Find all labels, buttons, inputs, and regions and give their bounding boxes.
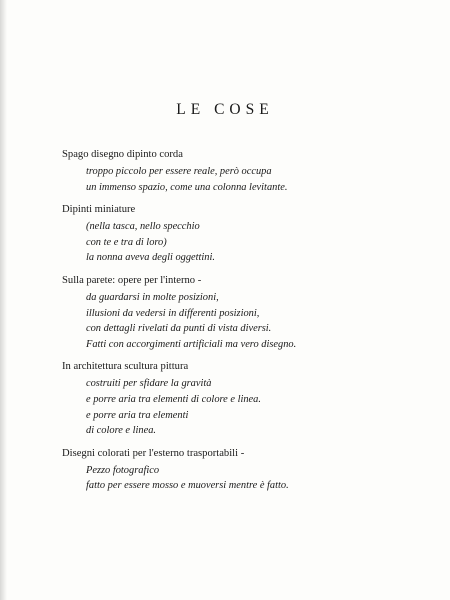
verse-line: un immenso spazio, come una colonna levitante.: [86, 181, 288, 193]
section-heading: Dipinti miniature: [62, 204, 136, 216]
poem-section: [62, 202, 432, 266]
verse-line: e porre aria tra elementi di colore e linea.: [86, 393, 261, 405]
verse-line: da guardarsi in molte posizioni,: [86, 291, 219, 303]
verse-line: di colore e linea.: [86, 425, 157, 437]
section-verse: [86, 290, 432, 352]
verse-line: (nella tasca, nello specchio: [86, 221, 200, 233]
section-heading: Sulla parete: opere per l'interno -: [62, 274, 202, 286]
section-heading: In architettura scultura pittura: [62, 361, 189, 373]
section-verse: [86, 463, 432, 494]
poem-section: [62, 359, 432, 438]
page-title: LE COSE: [176, 101, 274, 118]
verse-line: e porre aria tra elementi: [86, 409, 189, 421]
section-heading: Spago disegno dipinto corda: [62, 149, 183, 160]
poem-section: [62, 273, 432, 352]
page-gutter-shadow: [0, 0, 7, 600]
verse-line: con dettagli rivelati da punti di vista diversi.: [86, 323, 272, 335]
verse-line: la nonna aveva degli oggettini.: [86, 252, 215, 264]
verse-line: troppo piccolo per essere reale, però occupa: [86, 166, 272, 177]
poem-section: [62, 147, 432, 195]
section-heading: Disegni colorati per l'esterno trasportabili -: [62, 447, 245, 459]
verse-line: con te e tra di loro): [86, 236, 167, 248]
verse-line: costruiti per sfidare la gravità: [86, 378, 212, 390]
verse-line: Pezzo fotografico: [86, 464, 160, 476]
verse-line: illusioni da vedersi in differenti posizioni,: [86, 307, 260, 319]
verse-line: Fatti con accorgimenti artificiali ma vero disegno.: [86, 338, 297, 350]
poem-section: [62, 446, 432, 494]
poem-sections: [62, 147, 432, 501]
section-verse: [86, 164, 432, 195]
section-verse: [86, 376, 432, 438]
section-verse: [86, 219, 432, 266]
verse-line: fatto per essere mosso e muoversi mentre è fatto.: [86, 480, 289, 492]
